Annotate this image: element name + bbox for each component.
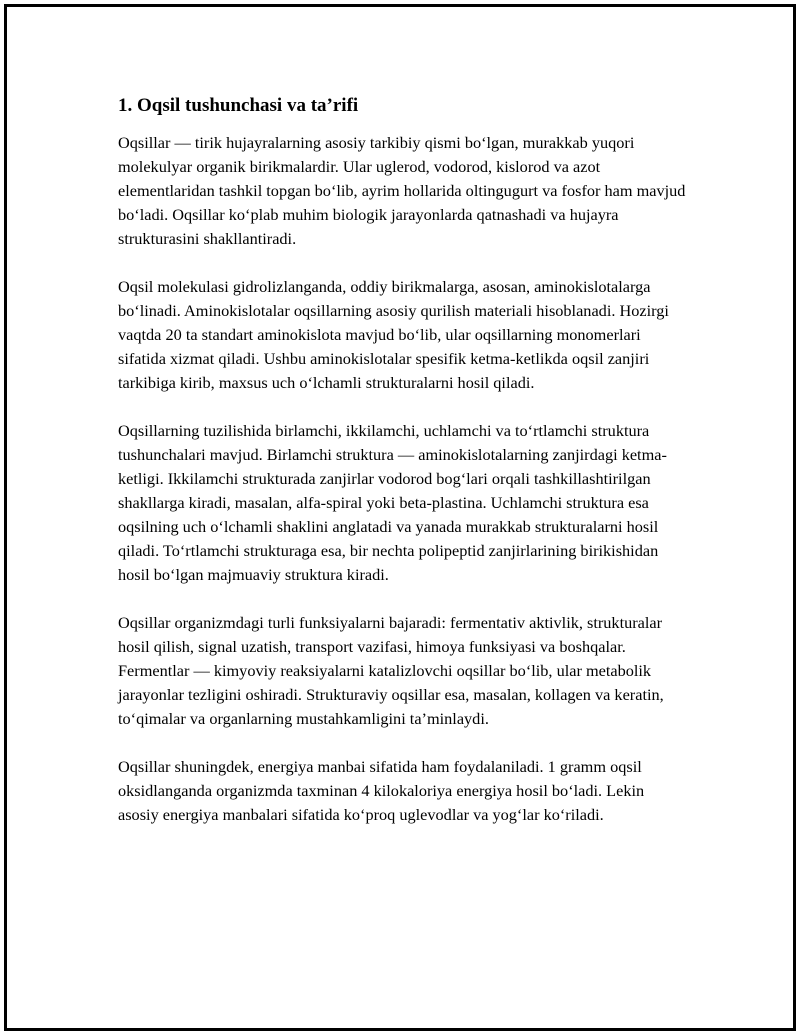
paragraph-amino-acids: Oqsil molekulasi gidrolizlanganda, oddiy birikmalarga, asosan, aminokislotalarga bo‘linadi. Aminokislotalar oqsillarning asosiy qurilish materiali hisoblanadi. Hozirgi vaqtda 20 ta standart aminokislota mavjud bo‘lib, ular oqsillarning monomerlari sifatida xizmat qiladi. Ushbu aminokislotalar spesifik ketma-ketlikda oqsil zanjiri tarkibiga kirib, maxsus uch o‘lchamli strukturalarni hosil qiladi. (118, 276, 669, 392)
paragraph-structure: Oqsillarning tuzilishida birlamchi, ikkilamchi, uchlamchi va to‘rtlamchi struktura tushunchalari mavjud. Birlamchi struktura — aminokislotalarning zanjirdagi ketma-ketligi. Ikkilamchi strukturada zanjirlar vodorod bog‘lari orqali tashkillashtirilgan shakllarga kiradi, masalan, alfa-spiral yoki beta-plastina. Uchlamchi struktura esa oqsilning uch o‘lchamli shaklini anglatadi va yanada murakkab strukturalarni hosil qiladi. To‘rtlamchi strukturaga esa, bir nechta polipeptid zanjirlarining birikishidan hosil bo‘lgan majmuaviy struktura kiradi. (118, 420, 667, 584)
section-heading: 1. Oqsil tushunchasi va ta’rifi (118, 95, 359, 116)
paragraph-definition: Oqsillar — tirik hujayralarning asosiy tarkibiy qismi bo‘lgan, murakkab yuqori molekulyar organik birikmalardir. Ular uglerod, vodorod, kislorod va azot elementlaridan tashkil topgan bo‘lib, ayrim hollarida oltingugurt va fosfor ham mavjud bo‘ladi. Oqsillar ko‘plab muhim biologik jarayonlarda qatnashadi va hujayra strukturasini shakllantiradi. (118, 132, 686, 248)
paragraph-functions: Oqsillar organizmdagi turli funksiyalarni bajaradi: fermentativ aktivlik, strukturalar hosil qilish, signal uzatish, transport vazifasi, himoya funksiyasi va boshqalar. Fermentlar — kimyoviy reaksiyalarni katalizlovchi oqsillar bo‘lib, ular metabolik jarayonlar tezligini oshiradi. Strukturaviy oqsillar esa, masalan, kollagen va keratin, to‘qimalar va organlarning mustahkamligini ta’minlaydi. (118, 612, 664, 728)
document-body (118, 94, 686, 851)
paragraph-energy: Oqsillar shuningdek, energiya manbai sifatida ham foydalaniladi. 1 gramm oqsil oksidlanganda organizmda taxminan 4 kilokaloriya energiya hosil bo‘ladi. Lekin asosiy energiya manbalari sifatida ko‘proq uglevodlar va yog‘lar ko‘riladi. (118, 756, 645, 824)
